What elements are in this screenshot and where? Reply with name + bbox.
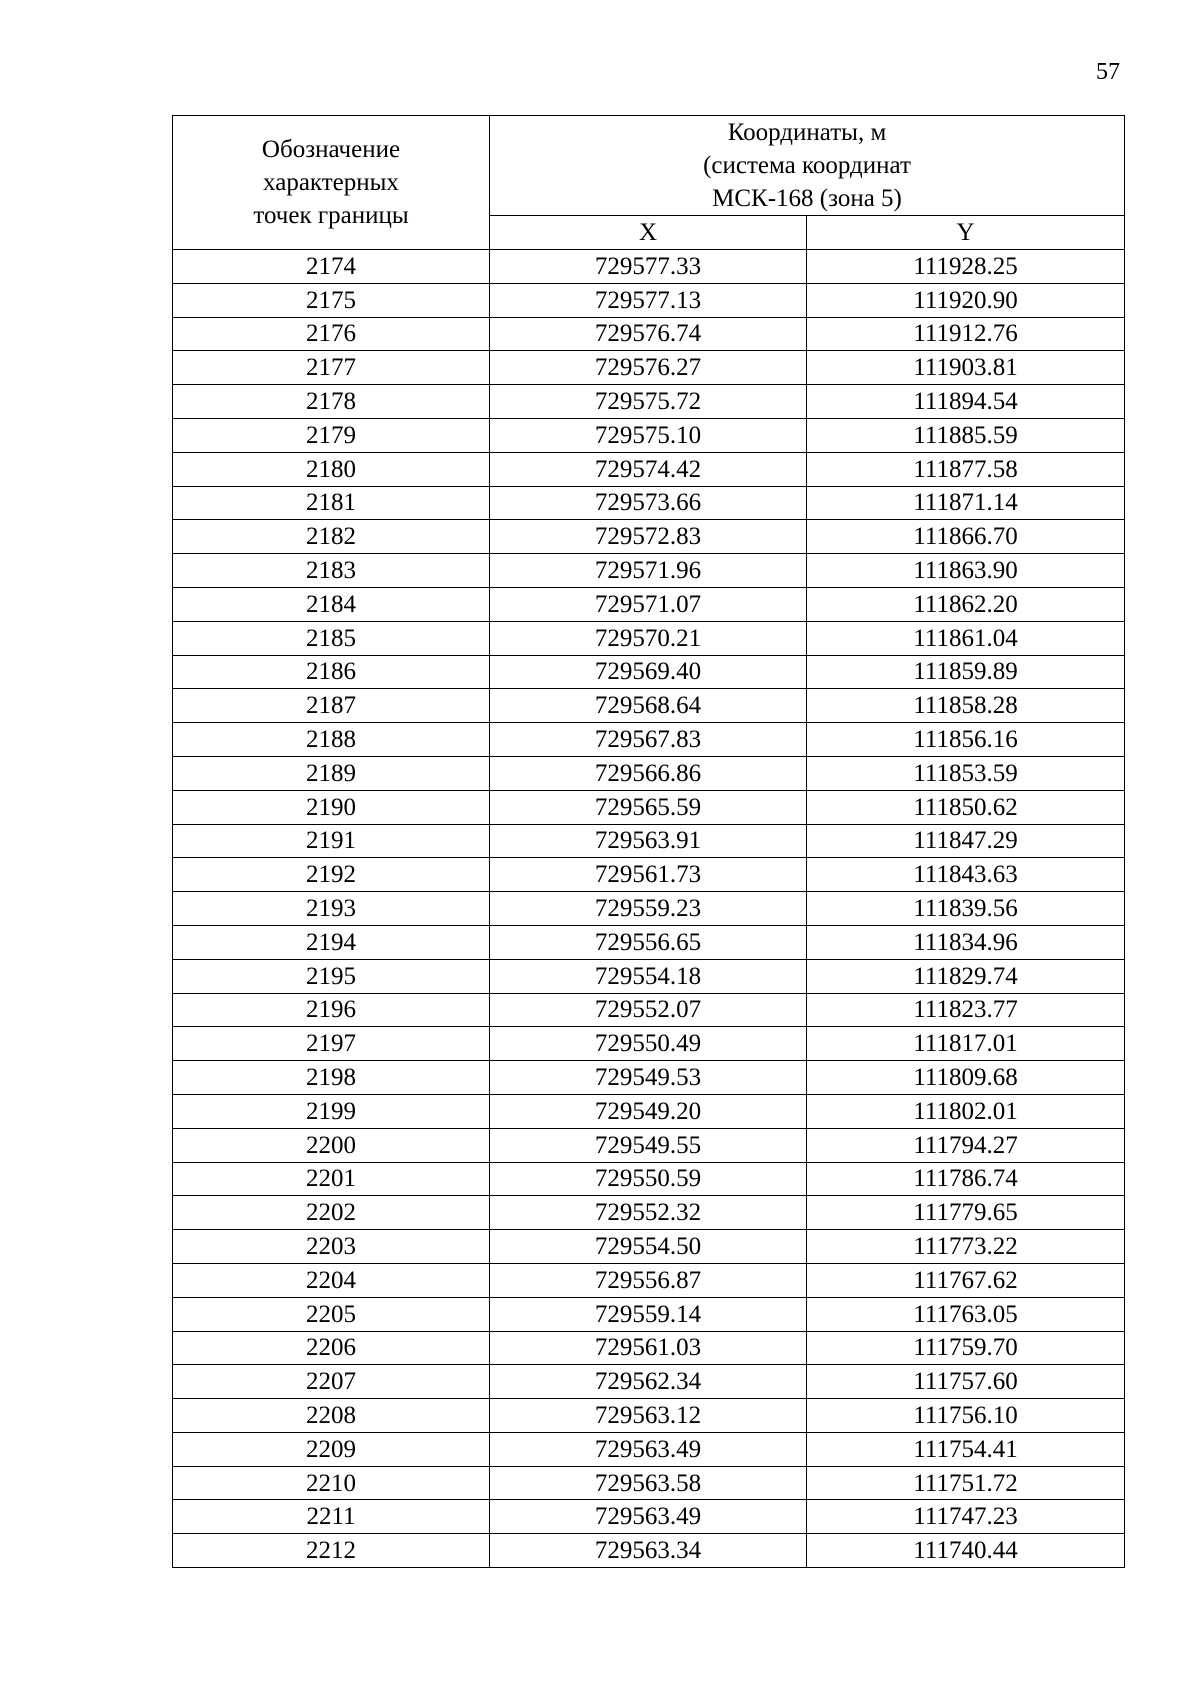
table-row: [173, 283, 1125, 317]
page-number: 57: [1096, 59, 1120, 85]
point-cell: 2202: [173, 1196, 490, 1230]
x-cell: 729563.34: [490, 1534, 807, 1568]
table-row: [173, 1297, 1125, 1331]
x-cell: 729565.59: [490, 790, 807, 824]
x-cell: 729563.12: [490, 1399, 807, 1433]
y-cell: 111773.22: [807, 1230, 1125, 1264]
x-cell: 729563.49: [490, 1432, 807, 1466]
table-body: [173, 250, 1125, 1568]
table-row: [173, 993, 1125, 1027]
point-cell: 2206: [173, 1331, 490, 1365]
table-row: [173, 351, 1125, 385]
point-cell: 2188: [173, 723, 490, 757]
y-cell: 111853.59: [807, 756, 1125, 790]
point-cell: 2182: [173, 520, 490, 554]
x-cell: 729549.55: [490, 1128, 807, 1162]
x-cell: 729568.64: [490, 689, 807, 723]
point-cell: 2190: [173, 790, 490, 824]
table-row: [173, 925, 1125, 959]
point-cell: 2210: [173, 1466, 490, 1500]
point-cell: 2204: [173, 1263, 490, 1297]
x-cell: 729567.83: [490, 723, 807, 757]
y-cell: 111856.16: [807, 723, 1125, 757]
y-cell: 111747.23: [807, 1500, 1125, 1534]
coordinates-header: Координаты, м (система координат МСК-168 (зона 5): [490, 116, 1125, 216]
y-cell: 111756.10: [807, 1399, 1125, 1433]
table-row: [173, 418, 1125, 452]
table-row: [173, 621, 1125, 655]
x-cell: 729550.49: [490, 1027, 807, 1061]
y-cell: 111861.04: [807, 621, 1125, 655]
x-cell: 729576.74: [490, 317, 807, 351]
table-row: [173, 1432, 1125, 1466]
y-cell: 111912.76: [807, 317, 1125, 351]
point-cell: 2205: [173, 1297, 490, 1331]
y-column-header: Y: [807, 216, 1125, 250]
table-row: [173, 858, 1125, 892]
x-cell: 729577.13: [490, 283, 807, 317]
point-cell: 2175: [173, 283, 490, 317]
x-column-header: X: [490, 216, 807, 250]
x-cell: 729556.65: [490, 925, 807, 959]
point-cell: 2185: [173, 621, 490, 655]
x-cell: 729570.21: [490, 621, 807, 655]
y-cell: 111858.28: [807, 689, 1125, 723]
y-cell: 111823.77: [807, 993, 1125, 1027]
table-row: [173, 1500, 1125, 1534]
table-row: [173, 790, 1125, 824]
table-row: [173, 1263, 1125, 1297]
y-cell: 111740.44: [807, 1534, 1125, 1568]
point-cell: 2180: [173, 452, 490, 486]
x-cell: 729575.10: [490, 418, 807, 452]
x-cell: 729563.49: [490, 1500, 807, 1534]
table-row: [173, 723, 1125, 757]
x-cell: 729561.73: [490, 858, 807, 892]
table-row: [173, 1094, 1125, 1128]
x-cell: 729549.53: [490, 1061, 807, 1095]
x-cell: 729552.32: [490, 1196, 807, 1230]
y-cell: 111839.56: [807, 892, 1125, 926]
x-cell: 729572.83: [490, 520, 807, 554]
y-cell: 111767.62: [807, 1263, 1125, 1297]
x-cell: 729575.72: [490, 385, 807, 419]
y-cell: 111829.74: [807, 959, 1125, 993]
coordinates-table: [172, 115, 1125, 1568]
table-row: [173, 892, 1125, 926]
x-cell: 729571.96: [490, 554, 807, 588]
point-cell: 2181: [173, 486, 490, 520]
table-row: [173, 1061, 1125, 1095]
x-cell: 729554.18: [490, 959, 807, 993]
point-designation-header: Обозначение характерных точек границы: [173, 116, 490, 250]
x-cell: 729569.40: [490, 655, 807, 689]
table-row: [173, 1128, 1125, 1162]
table-row: [173, 486, 1125, 520]
y-cell: 111850.62: [807, 790, 1125, 824]
table-row: [173, 1162, 1125, 1196]
point-cell: 2177: [173, 351, 490, 385]
point-cell: 2195: [173, 959, 490, 993]
y-cell: 111847.29: [807, 824, 1125, 858]
y-cell: 111763.05: [807, 1297, 1125, 1331]
point-cell: 2209: [173, 1432, 490, 1466]
x-cell: 729549.20: [490, 1094, 807, 1128]
point-cell: 2186: [173, 655, 490, 689]
point-cell: 2194: [173, 925, 490, 959]
x-cell: 729574.42: [490, 452, 807, 486]
table-row: [173, 385, 1125, 419]
y-cell: 111759.70: [807, 1331, 1125, 1365]
point-cell: 2201: [173, 1162, 490, 1196]
y-cell: 111877.58: [807, 452, 1125, 486]
x-cell: 729559.14: [490, 1297, 807, 1331]
table-row: [173, 452, 1125, 486]
table-row: [173, 317, 1125, 351]
point-cell: 2193: [173, 892, 490, 926]
table-row: [173, 689, 1125, 723]
point-cell: 2211: [173, 1500, 490, 1534]
point-cell: 2200: [173, 1128, 490, 1162]
y-cell: 111863.90: [807, 554, 1125, 588]
point-cell: 2174: [173, 250, 490, 284]
y-cell: 111866.70: [807, 520, 1125, 554]
table-row: [173, 1365, 1125, 1399]
y-cell: 111859.89: [807, 655, 1125, 689]
table-row: [173, 1027, 1125, 1061]
y-cell: 111817.01: [807, 1027, 1125, 1061]
table-row: [173, 1466, 1125, 1500]
point-cell: 2189: [173, 756, 490, 790]
table-row: [173, 1230, 1125, 1264]
point-cell: 2184: [173, 587, 490, 621]
table-row: [173, 756, 1125, 790]
table-row: [173, 655, 1125, 689]
point-cell: 2203: [173, 1230, 490, 1264]
y-cell: 111928.25: [807, 250, 1125, 284]
y-cell: 111757.60: [807, 1365, 1125, 1399]
point-cell: 2212: [173, 1534, 490, 1568]
table-row: [173, 824, 1125, 858]
y-cell: 111885.59: [807, 418, 1125, 452]
x-cell: 729559.23: [490, 892, 807, 926]
x-cell: 729562.34: [490, 1365, 807, 1399]
y-cell: 111809.68: [807, 1061, 1125, 1095]
x-cell: 729563.58: [490, 1466, 807, 1500]
point-cell: 2178: [173, 385, 490, 419]
y-cell: 111862.20: [807, 587, 1125, 621]
table-row: [173, 1331, 1125, 1365]
y-cell: 111779.65: [807, 1196, 1125, 1230]
point-cell: 2192: [173, 858, 490, 892]
x-cell: 729566.86: [490, 756, 807, 790]
table-header: [173, 116, 1125, 250]
x-cell: 729561.03: [490, 1331, 807, 1365]
y-cell: 111754.41: [807, 1432, 1125, 1466]
x-cell: 729550.59: [490, 1162, 807, 1196]
table-row: [173, 1534, 1125, 1568]
point-cell: 2191: [173, 824, 490, 858]
table-row: [173, 1196, 1125, 1230]
table-row: [173, 554, 1125, 588]
x-cell: 729576.27: [490, 351, 807, 385]
y-cell: 111786.74: [807, 1162, 1125, 1196]
x-cell: 729573.66: [490, 486, 807, 520]
x-cell: 729577.33: [490, 250, 807, 284]
point-cell: 2197: [173, 1027, 490, 1061]
point-cell: 2207: [173, 1365, 490, 1399]
x-cell: 729552.07: [490, 993, 807, 1027]
point-cell: 2179: [173, 418, 490, 452]
point-cell: 2183: [173, 554, 490, 588]
y-cell: 111920.90: [807, 283, 1125, 317]
y-cell: 111894.54: [807, 385, 1125, 419]
point-cell: 2176: [173, 317, 490, 351]
table-row: [173, 520, 1125, 554]
point-cell: 2208: [173, 1399, 490, 1433]
y-cell: 111871.14: [807, 486, 1125, 520]
x-cell: 729571.07: [490, 587, 807, 621]
y-cell: 111794.27: [807, 1128, 1125, 1162]
y-cell: 111751.72: [807, 1466, 1125, 1500]
table-row: [173, 1399, 1125, 1433]
point-cell: 2198: [173, 1061, 490, 1095]
y-cell: 111802.01: [807, 1094, 1125, 1128]
table-row: [173, 587, 1125, 621]
x-cell: 729556.87: [490, 1263, 807, 1297]
y-cell: 111903.81: [807, 351, 1125, 385]
table-row: [173, 250, 1125, 284]
table-row: [173, 959, 1125, 993]
x-cell: 729563.91: [490, 824, 807, 858]
point-cell: 2196: [173, 993, 490, 1027]
point-cell: 2199: [173, 1094, 490, 1128]
y-cell: 111843.63: [807, 858, 1125, 892]
y-cell: 111834.96: [807, 925, 1125, 959]
x-cell: 729554.50: [490, 1230, 807, 1264]
point-cell: 2187: [173, 689, 490, 723]
